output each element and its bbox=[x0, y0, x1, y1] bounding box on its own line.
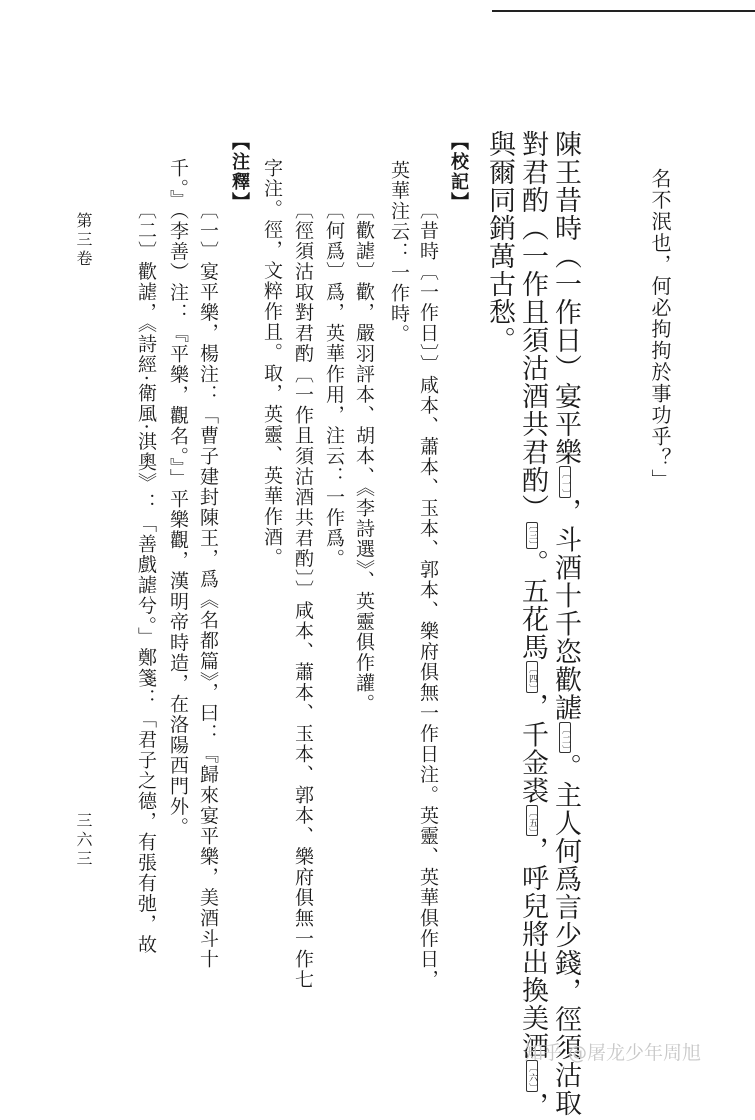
note-marker-6[interactable]: 〔六〕 bbox=[526, 1060, 538, 1092]
collation-line: 字注。徑，文粹作且。取，英靈、英華作酒。 bbox=[261, 158, 283, 568]
poem-text: 。主人何爲言少錢，徑須沽取 bbox=[550, 753, 581, 1117]
poem-text: ，呼兒將出換美酒 bbox=[517, 836, 548, 1060]
note-marker-2[interactable]: 〔二〕 bbox=[559, 722, 571, 754]
notes-heading: 【注釋】 bbox=[229, 132, 250, 212]
poem-line-3: 與爾同銷萬古愁。 bbox=[484, 130, 515, 354]
page-number: 三六三 bbox=[74, 812, 93, 869]
poem-prev-line: 名不泯也，何必拘拘於事功乎？」 bbox=[648, 168, 672, 491]
poem-text: 陳王昔時（一作日）宴平樂 bbox=[550, 130, 581, 466]
poem-text: 。五花馬 bbox=[517, 549, 548, 661]
collation-line: 〔徑須沽取對君酌〔一作且須沽酒共君酌〕〕咸本、蕭本、玉本、郭本、樂府俱無一作七 bbox=[292, 200, 314, 990]
collation-line: 〔歡謔〕歡，嚴羽評本、胡本、《李詩選》、英靈俱作讙。 bbox=[353, 200, 375, 714]
collation-heading: 【校記】 bbox=[448, 132, 469, 212]
note-marker-4[interactable]: 〔四〕 bbox=[526, 661, 538, 693]
collation-line: 〔何爲〕爲，英華作用，注云：一作爲。 bbox=[323, 200, 345, 569]
note-marker-1[interactable]: 〔一〕 bbox=[559, 466, 571, 498]
watermark-text: 知乎 @屠龙少年周旭 bbox=[524, 1042, 702, 1064]
note-line: 千。』（李善）注：『平樂，觀名。』」平樂觀，漢明帝時造，在洛陽西門外。 bbox=[167, 158, 189, 838]
note-line: 〔一〕宴平樂，楊注：「曹子建封陳王，爲《名都篇》，曰：『歸來宴平樂，美酒斗十 bbox=[197, 200, 219, 970]
poem-text: ，斗酒十千恣歡謔 bbox=[550, 497, 581, 722]
top-rule bbox=[492, 10, 755, 12]
poem-line-1 bbox=[552, 130, 579, 1117]
collation-line: 英華注云：一作時。 bbox=[388, 160, 410, 345]
poem-text: 對君酌（一作且須沽酒共君酌） bbox=[517, 130, 548, 522]
poem-text: ， bbox=[517, 1091, 548, 1120]
poem-text: ，千金裘 bbox=[517, 692, 548, 805]
note-marker-3[interactable]: 〔三〕 bbox=[526, 522, 538, 549]
poem-line-2 bbox=[519, 130, 546, 1120]
note-line: 〔二〕歡謔，《詩經·衛風·淇奧》：「善戲謔兮。」鄭箋：「君子之德，有張有弛，故 bbox=[135, 200, 157, 955]
note-marker-5[interactable]: 〔五〕 bbox=[526, 805, 538, 837]
collation-line: 〔昔時〔一作日〕〕咸本、蕭本、玉本、郭本、樂府俱無一作日注。英靈、英華俱作日， bbox=[417, 200, 439, 990]
volume-label: 第三卷 bbox=[74, 212, 93, 269]
